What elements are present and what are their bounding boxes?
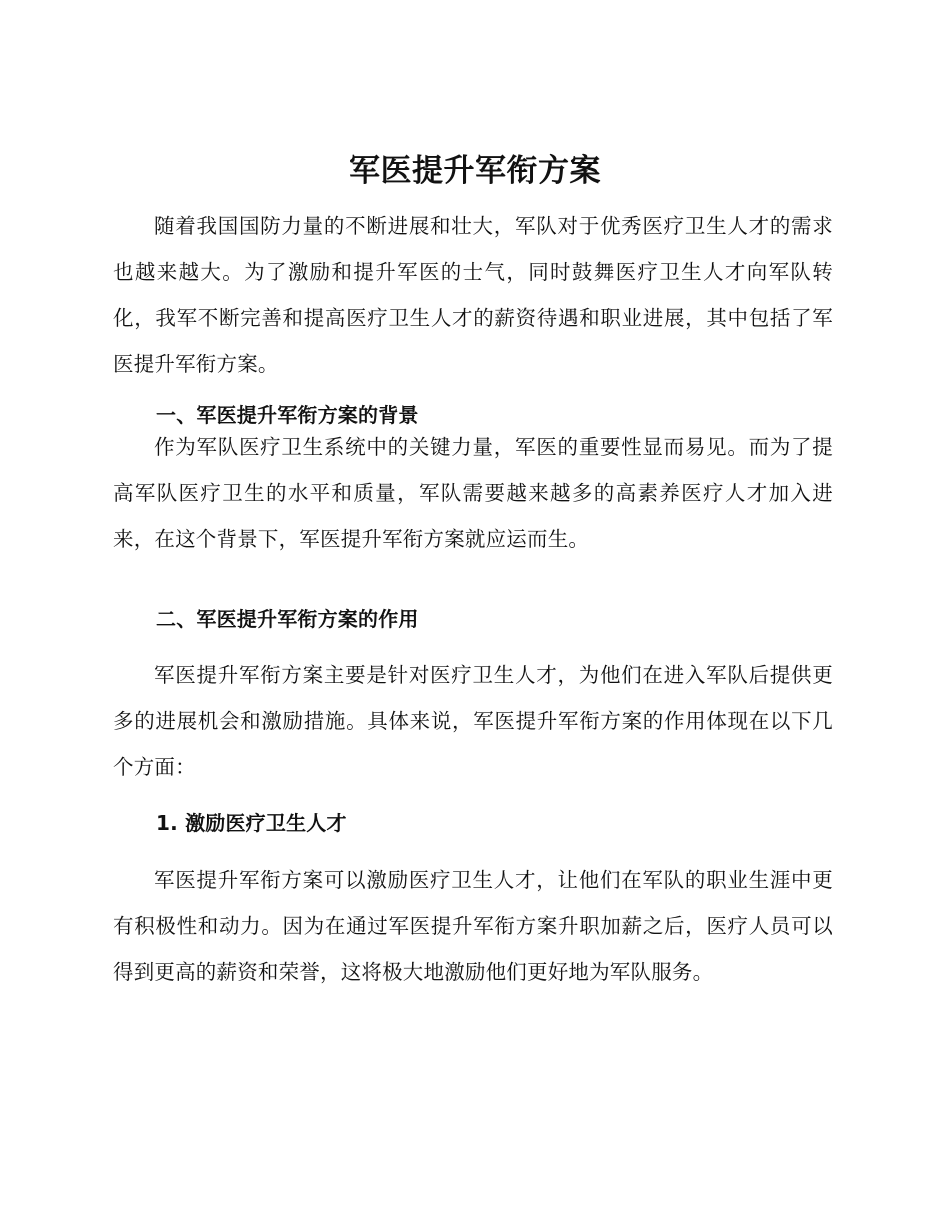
section-2-heading: 二、军医提升军衔方案的作用 — [156, 607, 419, 631]
subsection-1-paragraph: 军医提升军衔方案可以激励医疗卫生人才，让他们在军队的职业生涯中更有积极性和动力。因为在通过军医提升军衔方案升职加薪之后，医疗人员可以得到更高的薪资和荣誉，这将极大地激励他们更好地为军队服务。 — [113, 868, 833, 984]
section-1-heading: 一、军医提升军衔方案的背景 — [156, 403, 419, 427]
section-2-paragraph: 军医提升军衔方案主要是针对医疗卫生人才，为他们在进入军队后提供更多的进展机会和激励措施。具体来说，军医提升军衔方案的作用体现在以下几个方面： — [113, 663, 833, 779]
intro-paragraph: 随着我国国防力量的不断进展和壮大，军队对于优秀医疗卫生人才的需求也越来越大。为了激励和提升军医的士气，同时鼓舞医疗卫生人才向军队转化，我军不断完善和提高医疗卫生人才的薪资待遇和职业进展，其中包括了军医提升军衔方案。 — [113, 214, 833, 376]
section-1-paragraph: 作为军队医疗卫生系统中的关键力量，军医的重要性显而易见。而为了提高军队医疗卫生的水平和质量，军队需要越来越多的高素养医疗人才加入进来，在这个背景下，军医提升军衔方案就应运而生。 — [113, 435, 833, 551]
subsection-1-heading: 1. 激励医疗卫生人才 — [156, 811, 347, 835]
document-title: 军医提升军衔方案 — [349, 153, 601, 189]
